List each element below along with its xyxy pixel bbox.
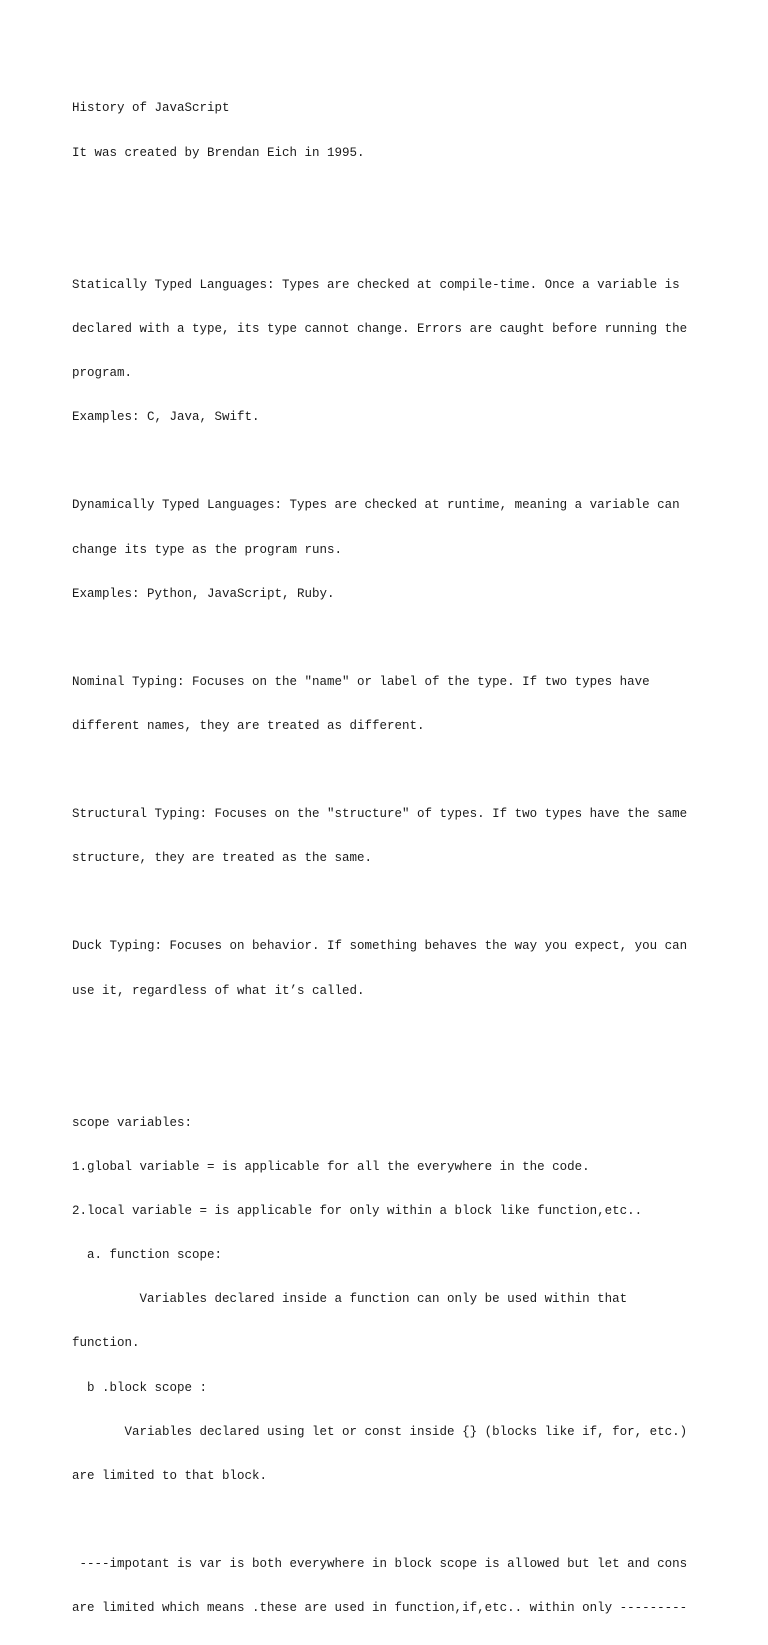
text-line: Examples: C, Java, Swift. [72,410,260,425]
text-line: program. [72,366,133,381]
text-line [72,1028,702,1043]
text-line: 2.local variable = is applicable for only within a block like function,etc.. [72,1204,643,1219]
text-line: Variables declared inside a function can only be used within that [72,1292,628,1307]
text-line: Structural Typing: Focuses on the "structure" of types. If two types have the same [72,807,688,822]
text-line: function. [72,1336,140,1351]
text-line: Dynamically Typed Languages: Types are checked at runtime, meaning a variable can [72,498,680,513]
text-line [72,895,702,910]
text-line: use it, regardless of what it’s called. [72,983,365,998]
text-line: scope variables: [72,1115,193,1130]
text-line [72,454,702,469]
text-line: a. function scope: [72,1248,223,1263]
text-line: structure, they are treated as the same. [72,851,373,866]
text-line: are limited which means .these are used in function,if,etc.. within only --------- [72,1601,688,1616]
text-line [72,631,702,646]
text-line: different names, they are treated as different. [72,718,425,733]
text-line: 1.global variable = is applicable for all the everywhere in the code. [72,1160,590,1175]
text-line [72,190,702,205]
text-line: Statically Typed Languages: Types are checked at compile-time. Once a variable is [72,277,680,292]
text-line: change its type as the program runs. [72,542,343,557]
document-text [72,72,702,1645]
text-line: History of JavaScript [72,101,230,116]
text-line [72,1072,702,1087]
text-line: Duck Typing: Focuses on behavior. If something behaves the way you expect, you can [72,939,688,954]
text-line [72,234,702,249]
text-line: declared with a type, its type cannot change. Errors are caught before running the [72,321,688,336]
text-line [72,763,702,778]
text-line: Nominal Typing: Focuses on the "name" or label of the type. If two types have [72,674,650,689]
text-line: Examples: Python, JavaScript, Ruby. [72,586,335,601]
text-line: b .block scope : [72,1380,208,1395]
text-line: Variables declared using let or const inside {} (blocks like if, for, etc.) [72,1424,688,1439]
text-line: It was created by Brendan Eich in 1995. [72,145,365,160]
text-line [72,1513,702,1528]
text-line: are limited to that block. [72,1468,268,1483]
text-line: ----impotant is var is both everywhere in block scope is allowed but let and cons [72,1557,688,1572]
